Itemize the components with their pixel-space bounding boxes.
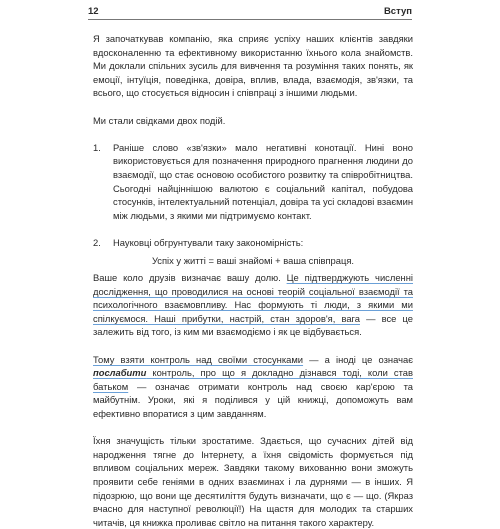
list-text: Науковці обгрунтували таку закономірність: [113,236,304,248]
paragraph-two-events: Ми стали свідками двох подій. [93,114,226,126]
paragraph-intro: Я започаткував компанію, яка сприяє успіху наших клієнтів завдяки вдосконаленню та ефективному використанню їхнього кола знайомств. Ми доклали спільних зусиль для вивчення та розуміння таких понять, як емоції, інтуїція, поведінка, довіра, вплив, влада, взаємодія, зв'язки, та всього, що стосується відносин і співпраці з іншими людьми. [93,33,413,99]
list-item-2 [93,236,413,250]
formula: Успіх у житті = ваші знайомі + ваша співпраця. [151,254,355,266]
highlighted-text: Це підтверджують численні дослідження, що проводилися на основі теорій соціальної взаємодії та психологічного взаємовпливу. Нас формують ті люди, з якими ми спілкуємося. Наші прибутки, настрій, стан здоров'я, вага [93,272,413,324]
page-number: 12 [88,6,99,17]
emphasis-text: послабити [93,367,147,379]
page-body [93,32,413,529]
list-number: 1. [93,141,101,153]
paragraph-significance: Їхня значущість тільки зростатиме. Здається, що сучасних дітей від народження тягне до Інтернету, а їхня свідомість формується під впливом соціальних мереж. Завдяки такому вихованню вони зможуть проявити себе геніями в одних взаєминах і ла дурнями — в інших. Я підозрюю, що вони ще десятиліття будуть визначати, що є — що. (Якраз вчасно для наступної революції!) На щастя для молодих та старших читачів, ця книжка проливає світло на питання такого характеру. [93,435,414,528]
page-header [88,0,412,20]
list-text: Раніше слово «зв'язки» мало негативні конотації. Нині воно використовується для позначення природного прагнення людини до взаємодії, що стає основою особистого розвитку та співробітництва. Сьогодні найціннішою валютою є соціальний капітал, побудова стосунків, інтелектуальний потенціал, довіра та усі складові взаємин між людьми, з якими ми підтримуємо контакт. [113,141,413,221]
paragraph-control: Тому взяти контроль над своїми стосунками — а іноді це означає послабити контроль, про що я докладно дізнався тоді, коли став батьком — означає отримати контроль над своєю кар'єрою та майбутнім. Уроки, які я поділився у цій книжці, допоможуть вам ефективно впоратися з цим завданням. [93,353,413,420]
section-title: Вступ [383,6,412,17]
paragraph-circle-of-friends: Ваше коло друзів визначає вашу долю. Це підтверджують численні дослідження, що проводилися на основі теорій соціальної взаємодії та психологічного взаємовпливу. Нас формують ті люди, з якими ми спілкуємося. Наші прибутки, настрій, стан здоров'я, вага — все це залежить від того, із ким ми взаємодіємо і як це відбувається. [93,272,413,338]
list-number: 2. [93,236,101,248]
highlighted-text: контроль, про що я докладно дізнався тоді, коли став батьком [93,367,413,392]
list-item-1 [93,141,413,223]
highlighted-text: Тому взяти контроль над своїми стосунками [93,353,304,365]
